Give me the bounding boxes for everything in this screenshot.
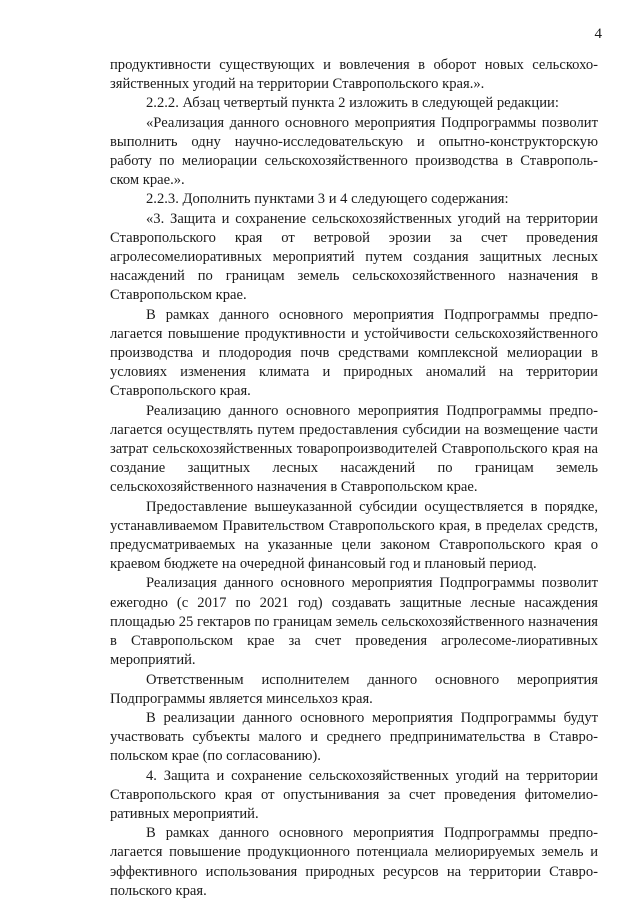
paragraph-7: Реализацию данного основного мероприятия Подпрограммы предпо-лагается осуществлять путем предоставления субсидии на возмещение части затрат сельскохозяйственных товаропроизводителей Ставропольского края на создание защитных лесных насаждений по границам земель сельскохозяйственного назначения в Ставропольском крае. <box>110 402 598 496</box>
paragraph-10: Ответственным исполнителем данного основного мероприятия Подпрограммы является минсельхоз края. <box>110 671 598 707</box>
paragraph-8: Предоставление вышеуказанной субсидии осуществляется в порядке, устанавливаемом Правительством Ставропольского края, в пределах средств, предусматриваемых на указанные цели законом Ставропольского края о краевом бюджете на очередной финансовый год и плановый период. <box>110 498 598 573</box>
paragraph-5: «3. Защита и сохранение сельскохозяйственных угодий на территории Ставропольского края от ветровой эрозии за счет проведения агролесомелиоративных мероприятий путем создания защитных лесных насаждений по границам земель сельскохозяйственного назначения в Ставропольском крае. <box>110 210 598 304</box>
page-number: 4 <box>594 26 602 42</box>
paragraph-13: В рамках данного основного мероприятия Подпрограммы предпо-лагается повышение продукционного потенциала мелиорируемых земель и эффективного использования природных ресурсов на территории Ставро-польского края. <box>110 825 598 899</box>
paragraph-11: В реализации данного основного мероприятия Подпрограммы будут участвовать субъекты малого и среднего предпринимательства в Ставро-польском крае (по согласованию). <box>110 709 598 765</box>
document-body <box>110 56 598 901</box>
paragraph-4: 2.2.3. Дополнить пунктами 3 и 4 следующего содержания: <box>146 191 509 208</box>
paragraph-2: 2.2.2. Абзац четвертый пункта 2 изложить в следующей редакции: <box>146 95 559 112</box>
paragraph-6: В рамках данного основного мероприятия Подпрограммы предпо-лагается повышение продуктивности и устойчивости сельскохозяйственного производства и плодородия почв средствами комплексной мелиорации в условиях изменения климата и природных аномалий на территории Ставропольского края. <box>110 306 598 400</box>
paragraph-3: «Реализация данного основного мероприятия Подпрограммы позволит выполнить одну научно-исследовательскую и опытно-конструкторскую работу по мелиорации сельскохозяйственного производства в Ставрополь-ском крае.». <box>110 114 598 189</box>
paragraph-1: продуктивности существующих и вовлечения в оборот новых сельскохо-зяйственных угодий на территории Ставропольского края.». <box>110 57 598 93</box>
paragraph-9: Реализация данного основного мероприятия Подпрограммы позволит ежегодно (с 2017 по 2021 год) создавать защитные лесные насаждения площадью 25 гектаров по границам земель сельскохозяйственного назначения в Ставропольском крае за счет проведения агролесоме-лиоративных мероприятий. <box>110 575 598 669</box>
paragraph-12: 4. Защита и сохранение сельскохозяйственных угодий на территории Ставропольского края от опустынивания за счет проведения фитомелио-ративных мероприятий. <box>110 767 598 822</box>
